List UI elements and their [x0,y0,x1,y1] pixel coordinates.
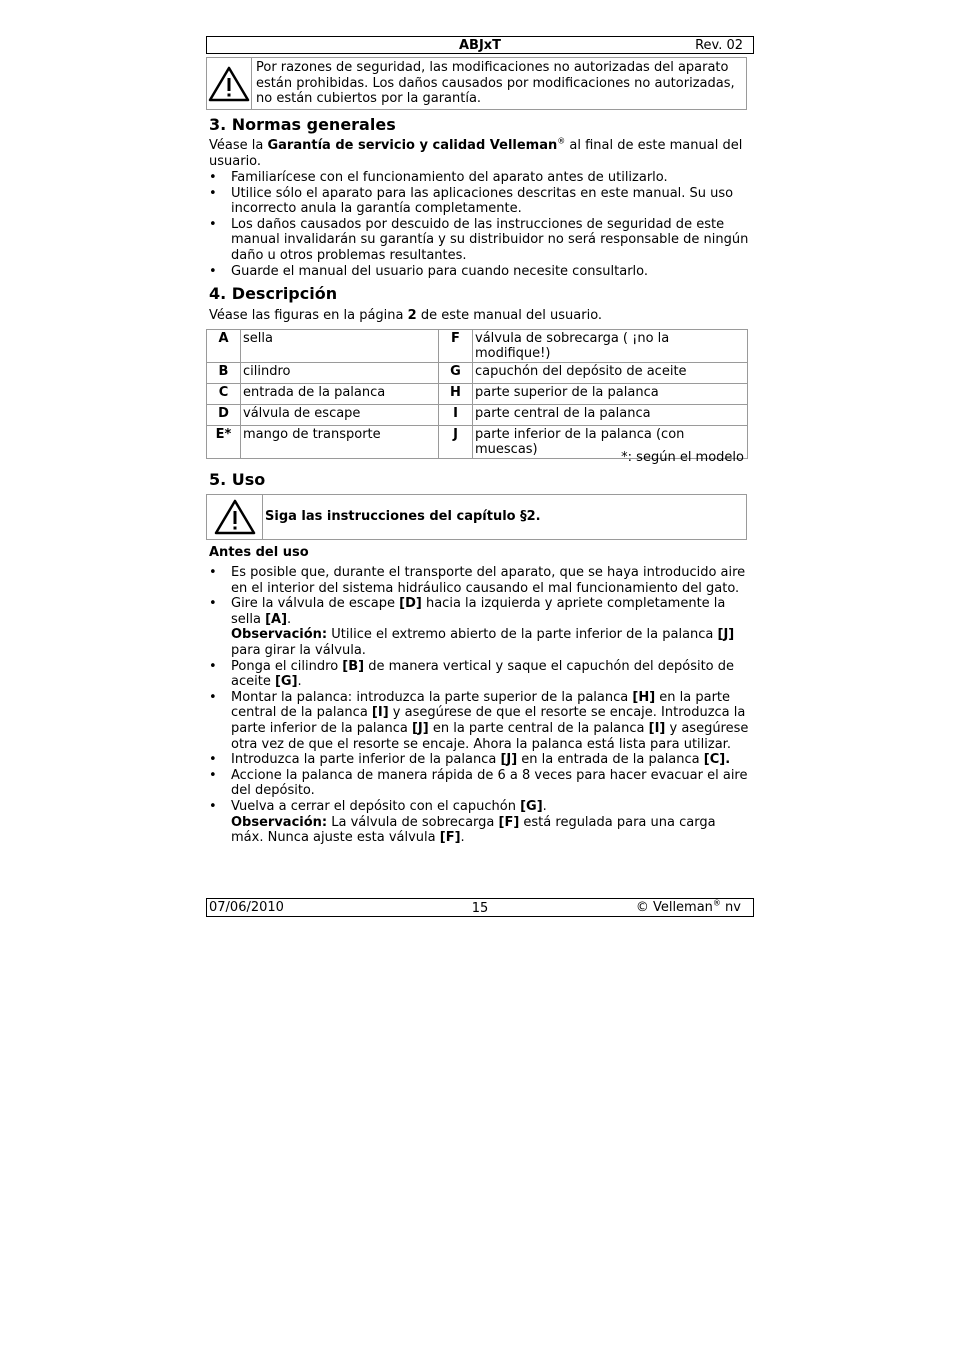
header-model: ABJxT [458,38,502,53]
list-item: • Gire la válvula de escape [D] hacia la izquierda y apriete completamente la sella [A]. Observación: Utilice el extremo abierto de la parte inferior de la palanca [J] para girar la válvula. [209,596,749,658]
warning-text: Siga las instrucciones del capítulo §2. [265,509,541,525]
table-row [207,405,748,426]
part-name: mango de transporte [241,426,439,459]
observation-note: Observación: Utilice el extremo abierto de la parte inferior de la palanca [J] para girar la válvula. [231,627,735,658]
list-item: • Introduzca la parte inferior de la palanca [J] en la entrada de la palanca [C]. [209,752,749,768]
part-key: B [207,363,241,384]
warranty-reference: Garantía de servicio y calidad Velleman [267,138,558,153]
section-4-title: 4. Descripción [209,284,338,303]
page-header [206,36,754,54]
table-row [207,363,748,384]
part-name: parte central de la palanca [473,405,748,426]
section-5-title: 5. Uso [209,470,266,489]
part-name: parte superior de la palanca [473,384,748,405]
before-use-subtitle: Antes del uso [209,545,309,560]
list-item: • Montar la palanca: introduzca la parte superior de la palanca [H] en la parte central de la palanca [I] y asegúrese de que el resorte se encaje. Introduzca la parte inferior de la palanca [J] en la parte central de la palanca [I] y asegúrese otra vez de que el resorte se encaje. Ahora la palanca está lista para utilizar. [209,690,749,752]
section-4-intro: Véase las figuras en la página 2 de este manual del usuario. [209,308,603,323]
footer-date: 07/06/2010 [209,900,284,915]
list-item: • Accione la palanca de manera rápida de 6 a 8 veces para hacer evacuar el aire del depósito. [209,768,749,799]
part-key: H [439,384,473,405]
table-row [207,384,748,405]
section-3-title: 3. Normas generales [209,115,396,134]
part-name: entrada de la palanca [241,384,439,405]
list-item: • Vuelva a cerrar el depósito con el capuchón [G]. Observación: La válvula de sobrecarga [F] está regulada para una carga máx. Nunca ajuste esta válvula [F]. [209,799,749,846]
list-item: • Utilice sólo el aparato para las aplicaciones descritas en este manual. Su uso incorrecto anula la garantía completamente. [209,186,749,217]
part-name: parte inferior de la palanca (con muescas) [473,426,748,459]
parts-description-table [206,329,748,459]
general-rules-list [209,170,749,279]
footer-copyright: © Velleman® nv [635,898,741,915]
header-revision: Rev. 02 [695,38,743,53]
list-item: • Familiarícese con el funcionamiento del aparato antes de utilizarlo. [209,170,749,186]
part-key: G [439,363,473,384]
part-key: C [207,384,241,405]
part-name: capuchón del depósito de aceite [473,363,748,384]
page-number: 15 [471,901,489,916]
page-footer [206,898,754,917]
observation-note: Observación: La válvula de sobrecarga [F] está regulada para una carga máx. Nunca ajuste esta válvula [F]. [231,814,716,846]
warning-box-chapter-2 [206,494,747,540]
table-row [207,330,748,363]
part-name: sella [241,330,439,363]
part-name: cilindro [241,363,439,384]
part-name: válvula de escape [241,405,439,426]
part-key: J [439,426,473,459]
part-key: F [439,330,473,363]
part-name: válvula de sobrecarga ( ¡no la modifique!) [473,330,748,363]
warning-triangle-icon [207,58,252,109]
part-key: E* [207,426,241,459]
warning-box-modifications [206,57,747,110]
list-item: • Los daños causados por descuido de las instrucciones de seguridad de este manual invalidarán su garantía y su distribuidor no será responsable de ningún daño u otros problemas resultantes. [209,217,749,264]
section-3-intro: Véase la Garantía de servicio y calidad Velleman® al final de este manual del usuario. [209,136,743,169]
part-key: A [207,330,241,363]
warning-text: Por razones de seguridad, las modificaciones no autorizadas del aparato están prohibidas. Los daños causados por modificaciones no autorizadas, no están cubiertos por la garantía. [256,60,735,106]
before-use-list [209,565,749,846]
list-item: • Es posible que, durante el transporte del aparato, que se haya introducido aire en el interior del sistema hidráulico causando el mal funcionamiento del gato. [209,565,749,596]
model-footnote: *: según el modelo [621,450,744,465]
warning-triangle-icon [207,495,263,539]
list-item: • Guarde el manual del usuario para cuando necesite consultarlo. [209,264,749,280]
part-key: I [439,405,473,426]
part-key: D [207,405,241,426]
list-item: • Ponga el cilindro [B] de manera vertical y saque el capuchón del depósito de aceite [G]. [209,659,749,690]
